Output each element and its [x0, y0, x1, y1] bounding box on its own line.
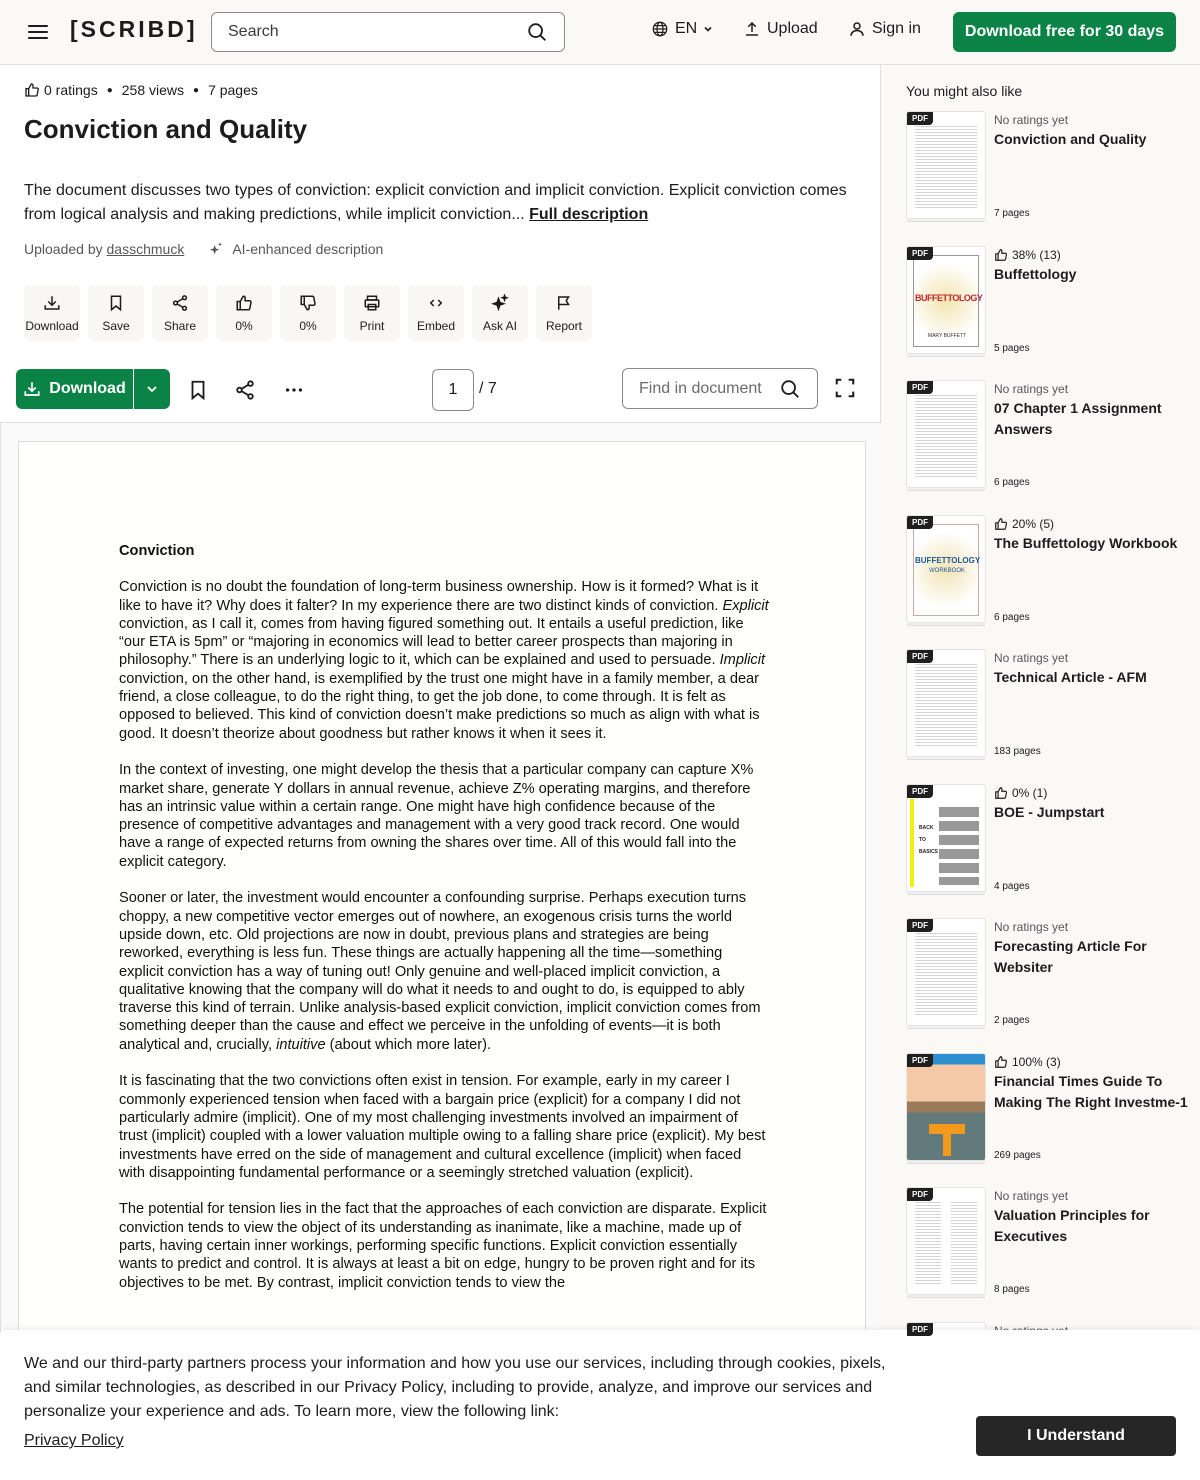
- action-download[interactable]: [24, 285, 80, 341]
- document-actions: [24, 285, 592, 341]
- cookie-banner: [0, 1330, 1200, 1480]
- emphasis-text: intuitive: [276, 1036, 326, 1053]
- document-thumbnail[interactable]: PDF BUFFETTOLOGY MARY BUFFETT: [906, 246, 986, 354]
- uploader-info: [24, 241, 184, 257]
- recommendation-pages: 7 pages: [994, 208, 1030, 219]
- uploaded-by-label: Uploaded by: [24, 241, 103, 257]
- document-viewer: [0, 423, 881, 1480]
- ai-description-text: AI-enhanced description: [232, 241, 384, 257]
- recommendation-card[interactable]: [906, 784, 1196, 894]
- search-icon[interactable]: [779, 378, 801, 400]
- rating-text: No ratings yet: [994, 113, 1069, 127]
- document-thumbnail[interactable]: [906, 1187, 986, 1295]
- separator-dot: ●: [193, 84, 200, 96]
- recommendation-rating: [994, 517, 1054, 531]
- thumbs-up-icon: [994, 1055, 1008, 1069]
- download-button-group: [16, 369, 170, 409]
- action-label: Print: [359, 318, 385, 333]
- rating-text: 0% (1): [1012, 785, 1048, 800]
- action-0like[interactable]: [216, 285, 272, 341]
- document-main: [0, 65, 881, 1480]
- pdf-badge: PDF: [907, 785, 933, 798]
- search-box[interactable]: [211, 12, 565, 52]
- page-paragraph: Sooner or later, the investment would encounter a confounding surprise. Perhaps execution turns choppy, a new competitive vector emerges out of nowhere, an exogenous crisis turns the world upside down, etc. Old projections are now in doubt, previous plans and strategies are being reworked, everything is less fun. These things are actually happening all the time—something explicit conviction has a way of tuning out! Only genuine and well-placed implicit conviction, a qualitative knowing that the company will do what it needs to and ought to do, is equipped to ably traverse this kind of terrain. Unlike analysis-based explicit conviction, implicit conviction comes from something deeper than the cause and effect we perceive in the unfolding of events—it is both analytical and, crucially, intuitive (about which more later).: [119, 890, 761, 1053]
- recommendation-card[interactable]: [906, 649, 1196, 759]
- recommendation-rating: [994, 651, 1068, 665]
- document-thumbnail[interactable]: [906, 380, 986, 488]
- page-heading: Conviction: [119, 543, 195, 559]
- privacy-policy-link[interactable]: Privacy Policy: [24, 1432, 124, 1449]
- emphasis-text: Implicit: [719, 652, 766, 669]
- thumbs-up-icon: [994, 786, 1008, 800]
- views-count: 258 views: [121, 82, 185, 98]
- recommendation-title[interactable]: Financial Times Guide To Making The Right Investme-1: [994, 1072, 1188, 1110]
- page-paragraph: In the context of investing, one might develop the thesis that a particular company can capture X% market share, generate Y dollars in annual revenue, achieve Z% operating margins, and therefore has an intrinsic value within a certain range. One might have high confidence because of the presence of competitive advantages and management with a very good track record. One would have a range of expected returns from owning the shares over time. All of this would fall into the explicit category.: [119, 762, 754, 870]
- fullscreen-icon[interactable]: [834, 377, 856, 399]
- pdf-badge: PDF: [907, 516, 933, 529]
- recommendation-card[interactable]: [906, 246, 1196, 356]
- action-label: 0%: [235, 318, 253, 333]
- recommendation-title[interactable]: Buffettology: [994, 265, 1077, 282]
- action-label: Report: [545, 318, 583, 333]
- recommendation-card[interactable]: [906, 111, 1196, 221]
- page-number-input[interactable]: 1: [432, 369, 474, 411]
- thumbs-down-icon: [299, 294, 317, 312]
- document-thumbnail[interactable]: [906, 649, 986, 757]
- upload-label: Upload: [767, 20, 818, 37]
- upload-link[interactable]: [743, 20, 818, 38]
- more-options-icon[interactable]: [283, 379, 305, 401]
- recommendation-title[interactable]: Conviction and Quality: [994, 131, 1147, 147]
- uploader-row: [24, 241, 383, 257]
- hamburger-menu-icon[interactable]: [28, 21, 52, 43]
- rating-text: No ratings yet: [994, 382, 1069, 396]
- top-header: [0, 0, 1200, 65]
- document-thumbnail[interactable]: PDF BACK TO BASICS: [906, 784, 986, 892]
- download-label: Download: [49, 380, 126, 397]
- thumbs-up-icon: [994, 517, 1008, 531]
- recommendation-pages: 183 pages: [994, 746, 1041, 757]
- page-total: / 7: [479, 380, 497, 397]
- viewer-toolbar: [0, 355, 881, 423]
- page-paragraph: It is fascinating that the two convictions often exist in tension. For example, early in my career I commonly experienced tension when faced with a bargain price (explicit) for a company I did not particularly admire (implicit). One of my most challenging investments involved an impairment of trust (implicit) coupled with a lower valuation multiple owing to a falling share price (explicit). My best investments have erred on the side of management and cultural excellence (implicit) when faced with disappointing fundamental performance or a seemingly stretched valuation (explicit).: [119, 1073, 766, 1181]
- flag-icon: [555, 294, 573, 312]
- page-paragraph: Conviction is no doubt the foundation of long-term business ownership. How is it formed? What is it like to have it? Why does it falter? In my experience there are two distinct kinds of conviction. Explicit conviction, as I call it, comes from having figured something out. It entails a useful prediction, like “our ETA is 5pm” or “majoring in economics will lead to better career prospects than majoring in philosophy.” There is an underlying logic to it, which can be explained and used to persuade. Implicit conviction, on the other hand, is exemplified by the trust one might have in a family member, a dear friend, a close colleague, to do the right thing, to get the job done, to come through. It is felt as opposed to believed. This kind of conviction doesn’t make predictions so much as align with what is good. It doesn’t theorize about goodness but rather knows it when it sees it.: [119, 579, 769, 742]
- document-thumbnail[interactable]: PDF BUFFETTOLOGY WORKBOOK: [906, 515, 986, 623]
- recommendations-sidebar: [882, 65, 1200, 1480]
- recommendation-pages: 8 pages: [994, 1284, 1030, 1295]
- sign-in-link[interactable]: [848, 20, 921, 38]
- document-page: [18, 441, 866, 1480]
- page-paragraphs: [119, 578, 769, 1292]
- recommendation-title[interactable]: The Buffettology Workbook: [994, 534, 1178, 551]
- upload-icon: [743, 20, 761, 38]
- rating-text: No ratings yet: [994, 1189, 1069, 1203]
- recommendation-pages: 269 pages: [994, 1149, 1041, 1161]
- action-save[interactable]: [88, 285, 144, 341]
- page-paragraph: The potential for tension lies in the fact that the approaches of each conviction are disparate. Explicit conviction tends to view the object of its understanding as inanimate, like a machine, made up of parts, having certain inner workings, performing specific functions. Explicit conviction essentially wants to predict and control. It is always at least a bit on edge, hungry to be proven right and for its objectives to be met. By contrast, implicit conviction tends to view the: [119, 1201, 767, 1291]
- recommendation-pages: 6 pages: [994, 611, 1030, 623]
- print-icon: [363, 294, 381, 312]
- pdf-badge: PDF: [907, 247, 933, 260]
- search-input[interactable]: [228, 23, 526, 41]
- find-in-document[interactable]: [622, 368, 818, 409]
- bookmark-icon[interactable]: [187, 379, 209, 401]
- action-label: Download: [25, 318, 79, 333]
- pdf-badge: PDF: [907, 650, 933, 663]
- pdf-badge: PDF: [907, 1188, 933, 1201]
- sign-in-label: Sign in: [872, 20, 921, 37]
- download-free-trial-button[interactable]: Download free for 30 days: [953, 12, 1176, 52]
- sparkle-icon: [208, 241, 224, 257]
- recommendation-rating: [994, 113, 1068, 127]
- thumbs-up-icon: [24, 82, 40, 98]
- pdf-badge: PDF: [907, 112, 933, 125]
- recommendation-rating: [994, 1055, 1061, 1069]
- page-count: 7 pages: [208, 82, 258, 98]
- pdf-badge: PDF: [907, 381, 933, 394]
- document-thumbnail[interactable]: [906, 111, 986, 219]
- embed-icon: [427, 294, 445, 312]
- recommendation-card[interactable]: [906, 918, 1196, 1028]
- action-report[interactable]: [536, 285, 592, 341]
- recommendation-rating: [994, 1189, 1068, 1203]
- description-text: The document discusses two types of conviction: explicit conviction and implicit conviction. Explicit conviction comes from logical analysis and making predictions, while implicit conviction...: [24, 182, 847, 223]
- recommendation-card[interactable]: [906, 515, 1196, 625]
- action-print[interactable]: [344, 285, 400, 341]
- rating-text: No ratings yet: [994, 651, 1069, 665]
- recommendation-rating: [994, 920, 1068, 934]
- pdf-badge: PDF: [907, 919, 933, 932]
- download-icon: [23, 380, 41, 398]
- recommendation-rating: [994, 382, 1068, 396]
- page-content: [119, 542, 769, 1310]
- recommendation-pages: 6 pages: [994, 477, 1030, 488]
- ai-enhanced-label: [208, 241, 383, 257]
- recommendation-pages: 2 pages: [994, 1015, 1030, 1026]
- action-label: Share: [163, 318, 197, 333]
- share-icon: [171, 294, 189, 312]
- recommendation-rating: [994, 248, 1061, 262]
- recommendation-title[interactable]: Technical Article - AFM: [994, 669, 1147, 685]
- chevron-down-icon: [703, 24, 713, 34]
- cookie-text: We and our third-party partners process your information and how you use our services, including through cookies, pixels, and similar technologies, as described in our Privacy Policy, including to provide, analyze, and improve our services and personalize your experience and ads. To learn more, view the following link:: [24, 1355, 886, 1420]
- recommendation-card[interactable]: [906, 380, 1196, 490]
- language-label: EN: [675, 20, 698, 37]
- recommendation-pages: 4 pages: [994, 880, 1030, 892]
- rating-text: 100% (3): [1012, 1054, 1061, 1069]
- ratings-count: 0 ratings: [44, 82, 98, 98]
- language-selector[interactable]: [651, 20, 713, 38]
- document-meta: [24, 82, 258, 98]
- action-label: Save: [102, 318, 130, 333]
- action-label: Ask AI: [482, 318, 517, 333]
- action-label: Embed: [416, 318, 456, 333]
- thumbs-up-icon: [235, 294, 253, 312]
- sidebar-title: You might also like: [906, 83, 1023, 99]
- thumbs-up-icon: [994, 248, 1008, 262]
- uploader-link[interactable]: dasschmuck: [106, 241, 185, 257]
- rating-text: 38% (13): [1012, 247, 1061, 262]
- rating-text: No ratings yet: [994, 920, 1069, 934]
- full-description-link[interactable]: Full description: [529, 206, 649, 223]
- recommendation-card[interactable]: [906, 1053, 1196, 1163]
- rating-text: 20% (5): [1012, 516, 1055, 531]
- download-options-toggle[interactable]: [134, 369, 170, 409]
- recommendation-rating: [994, 786, 1047, 800]
- chevron-down-icon: [145, 382, 159, 396]
- document-title: Conviction and Quality: [24, 114, 308, 144]
- action-share[interactable]: [152, 285, 208, 341]
- action-ask-ai[interactable]: [472, 285, 528, 341]
- action-0dislike[interactable]: [280, 285, 336, 341]
- recommendation-title[interactable]: Forecasting Article For Websiter: [994, 938, 1147, 975]
- document-description: [24, 179, 864, 227]
- emphasis-text: Explicit: [722, 597, 769, 614]
- recommendation-title[interactable]: Valuation Principles for Executives: [994, 1207, 1150, 1244]
- recommendation-title[interactable]: 07 Chapter 1 Assignment Answers: [994, 400, 1162, 437]
- pdf-badge: PDF: [907, 1323, 933, 1336]
- download-icon: [43, 294, 61, 312]
- find-input[interactable]: [639, 380, 779, 398]
- pdf-badge: PDF: [907, 1054, 933, 1067]
- recommendation-card[interactable]: [906, 1187, 1196, 1297]
- bookmark-icon: [107, 294, 125, 312]
- separator-dot: ●: [106, 84, 113, 96]
- sparkle-icon: [491, 294, 509, 312]
- search-icon[interactable]: [526, 21, 548, 43]
- share-icon[interactable]: [234, 379, 256, 401]
- scribd-logo[interactable]: [SCRIBD]: [70, 16, 198, 42]
- download-button[interactable]: [16, 369, 134, 409]
- document-thumbnail[interactable]: [906, 1053, 986, 1161]
- i-understand-button[interactable]: I Understand: [976, 1416, 1176, 1456]
- action-embed[interactable]: [408, 285, 464, 341]
- user-icon: [848, 20, 866, 38]
- document-thumbnail[interactable]: [906, 918, 986, 1026]
- recommendation-pages: 5 pages: [994, 342, 1030, 354]
- globe-icon: [651, 20, 669, 38]
- recommendation-title[interactable]: BOE - Jumpstart: [994, 803, 1105, 820]
- action-label: 0%: [299, 318, 317, 333]
